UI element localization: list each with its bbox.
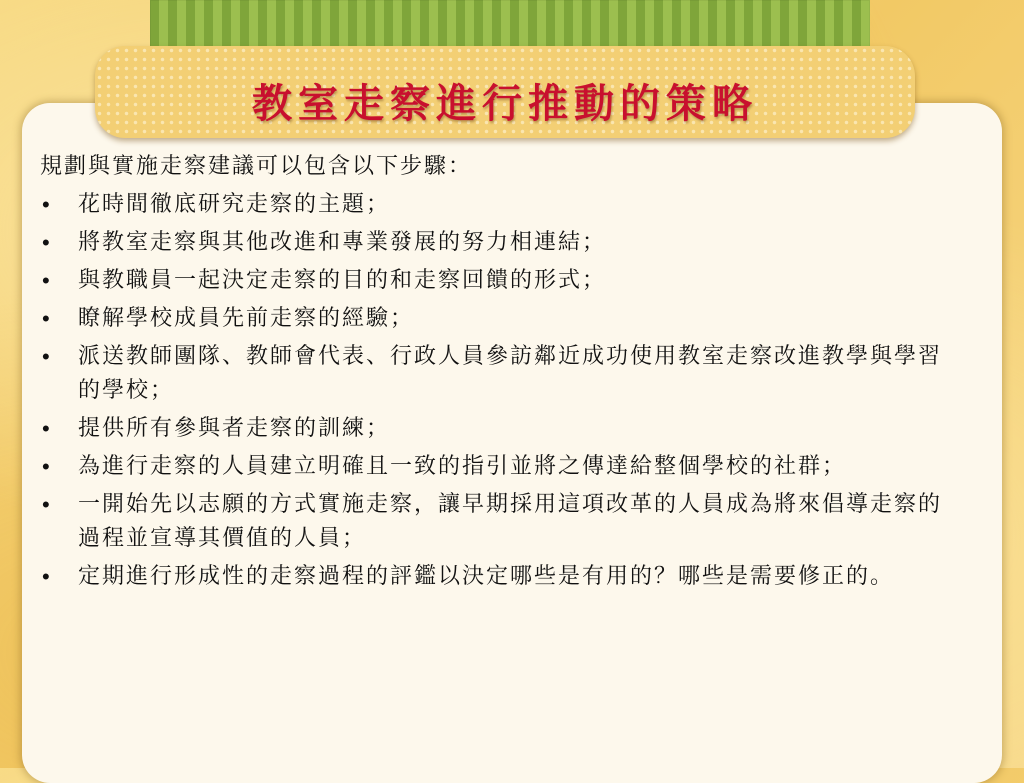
bullet-icon: • [42,306,52,331]
list-item-text: 為進行走察的人員建立明確且一致的指引並將之傳達給整個學校的社群； [78,454,847,479]
slide-body [40,150,960,598]
bullet-icon: • [42,454,52,479]
bullet-icon: • [42,492,52,517]
bullet-icon: • [42,564,52,589]
list-item-text: 提供所有參與者走察的訓練； [78,416,391,441]
bullet-icon: • [42,344,52,369]
bullet-icon: • [42,268,52,293]
steps-list [40,188,960,594]
list-item [40,226,960,260]
bullet-icon: • [42,192,52,217]
list-item-text: 派送教師團隊、教師會代表、行政人員參訪鄰近成功使用教室走察改進教學與學習的學校； [78,344,943,403]
list-item-text: 瞭解學校成員先前走察的經驗； [78,306,415,331]
list-item-text: 與教職員一起決定走察的目的和走察回饋的形式； [78,268,607,293]
intro-text: 規劃與實施走察建議可以包含以下步驟： [40,154,473,179]
list-item [40,450,960,484]
bullet-icon: • [42,416,52,441]
list-item [40,340,960,408]
list-item [40,264,960,298]
list-item-text: 一開始先以志願的方式實施走察，讓早期採用這項改革的人員成為將來倡導走察的過程並宣導其價值的人員； [78,492,943,551]
list-item [40,188,960,222]
list-item-text: 花時間徹底研究走察的主題； [78,192,391,217]
list-item-text: 定期進行形成性的走察過程的評鑑以決定哪些是有用的？哪些是需要修正的。 [78,564,895,589]
list-item [40,560,960,594]
bullet-icon: • [42,230,52,255]
list-item-text: 將教室走察與其他改進和專業發展的努力相連結； [78,230,607,255]
list-item [40,302,960,336]
list-item [40,412,960,446]
slide-title: 教室走察進行推動的策略 [252,80,758,127]
list-item [40,488,960,556]
